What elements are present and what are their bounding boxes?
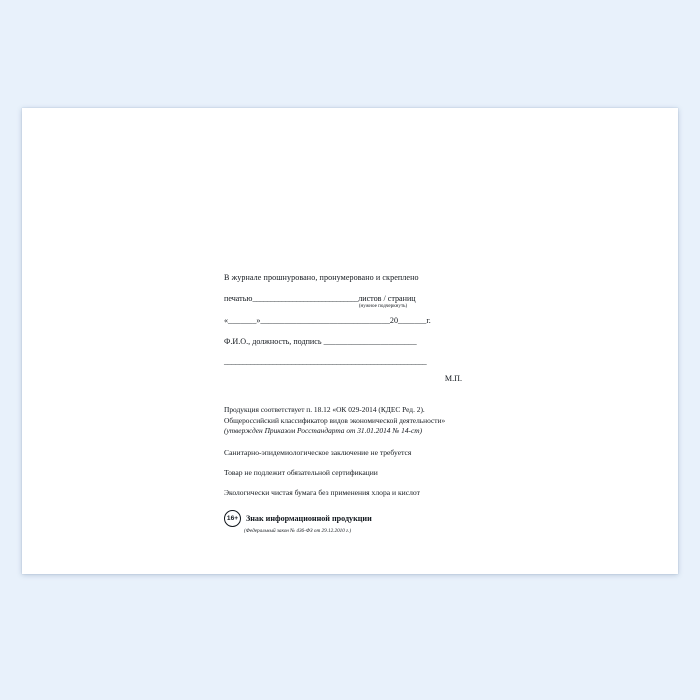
document-text-block <box>224 273 484 534</box>
conformity-line-2: Общероссийский классификатор видов экономической деятельности» <box>224 415 446 425</box>
seal-row <box>224 294 484 303</box>
age-rating-law-reference: (Федеральный закон № 436-ФЗ от 29.12.2010 г.) <box>244 527 352 534</box>
age-rating-label: Знак информационной продукции <box>246 513 372 523</box>
conformity-line-1: Продукция соответствует п. 18.12 «ОК 029-2014 (КДЕС Ред. 2). <box>224 405 425 414</box>
paper-sheet <box>22 108 678 574</box>
seal-row-note: (нужное подчеркнуть) <box>358 303 408 309</box>
age-rating-row <box>224 510 484 527</box>
seal-fill-line: _____________________________ <box>252 294 359 303</box>
fio-row: Ф.И.О., должность, подпись _______________________ <box>224 337 417 346</box>
signature-line: ______________________________________________________ <box>224 357 427 366</box>
age-rating-badge-icon: 16+ <box>224 510 241 527</box>
date-row: «_______»________________________________20_______г. <box>224 316 431 325</box>
statement-eco-paper: Экологически чистая бумага без применения хлора и кислот <box>224 487 420 497</box>
statement-certification: Товар не подлежит обязательной сертификации <box>224 467 378 477</box>
seal-label: печатью <box>224 294 253 303</box>
seal-tail: листов / страниц <box>358 294 416 303</box>
intro-line: В журнале прошнуровано, пронумеровано и скреплено <box>224 273 419 282</box>
conformity-line-3: (утвержден Приказом Росстандарта от 31.01.2014 № 14-ст) <box>224 426 423 436</box>
conformity-block <box>224 405 484 437</box>
statement-sanitary: Санитарно-эпидемиологическое заключение не требуется <box>224 447 412 457</box>
seal-place-label: М.П. <box>444 374 462 383</box>
